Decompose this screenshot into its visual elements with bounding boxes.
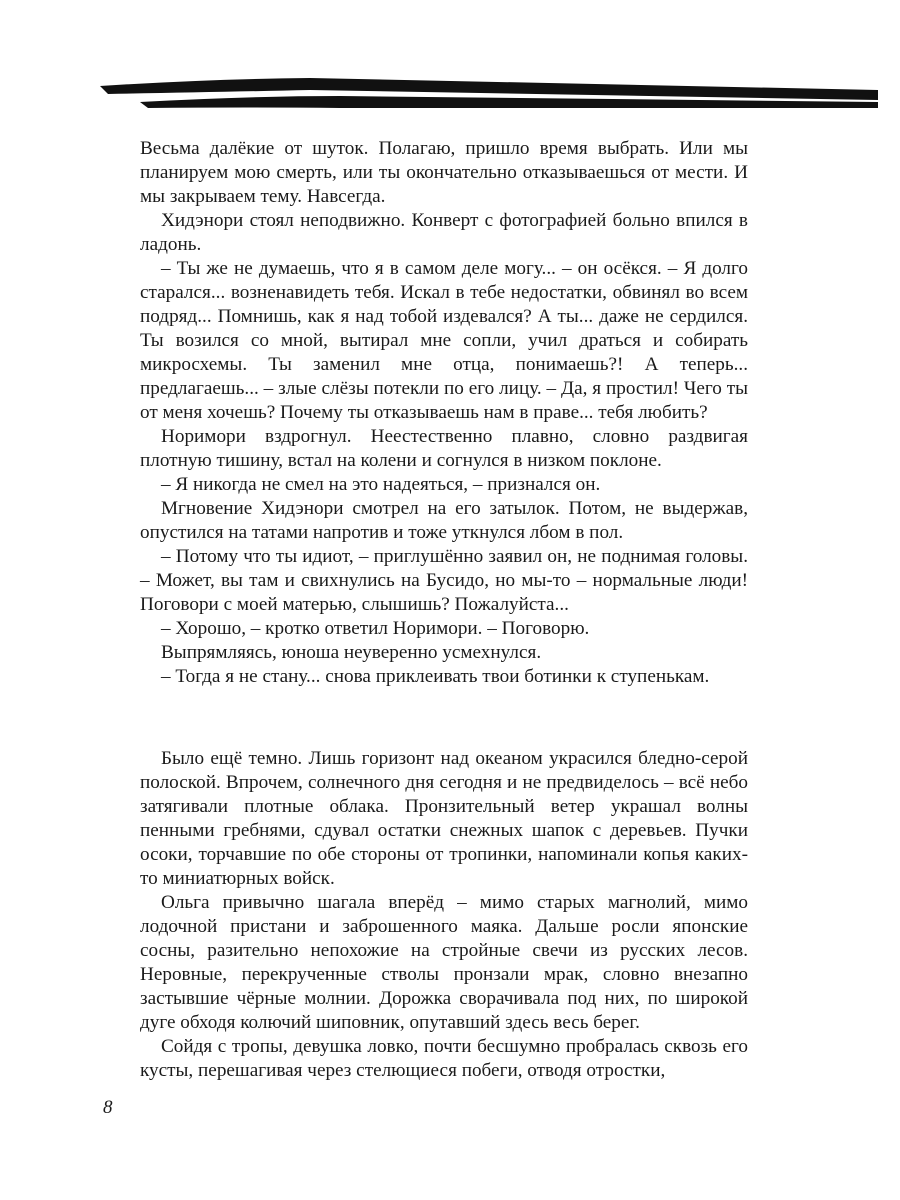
paragraph: Было ещё темно. Лишь горизонт над океаном украсился бледно-серой полоской. Впрочем, солнечного дня сегодня и не предвиделось – всё небо затягивали плотные облака. Пронзительный ветер украшал волны пенными гребнями, сдувал остатки снежных шапок с деревьев. Пучки осоки, торчавшие по обе стороны от тропинки, напоминали копья каких-то миниатюрных войск. bbox=[140, 748, 748, 889]
body-text-section-2 bbox=[140, 747, 748, 1083]
body-text-section-1 bbox=[140, 137, 748, 689]
paragraph: – Я никогда не смел на это надеяться, – признался он. bbox=[161, 474, 601, 495]
page-number: 8 bbox=[103, 1097, 113, 1118]
paragraph: – Потому что ты идиот, – приглушённо заявил он, не поднимая головы. – Может, вы там и свихнулись на Бусидо, но мы-то – нормальные люди! Поговори с моей матерью, слышишь? Пожалуйста... bbox=[140, 546, 748, 615]
swoosh-upper-stripe bbox=[100, 78, 878, 100]
paragraph: Сойдя с тропы, девушка ловко, почти бесшумно пробралась сквозь его кусты, перешагивая через стелющиеся побеги, отводя отростки, bbox=[140, 1036, 748, 1081]
paragraph: – Ты же не думаешь, что я в самом деле могу... – он осёкся. – Я долго старался... возненавидеть тебя. Искал в тебе недостатки, обвинял во всем подряд... Помнишь, как я над тобой издевался? А ты... даже не сердился. Ты возился со мной, вытирал мне сопли, учил драться и собирать микросхемы. Ты заменил мне отца, понимаешь?! А теперь... предлагаешь... – злые слёзы потекли по его лицу. – Да, я простил! Чего ты от меня хочешь? Почему ты отказываешь нам в праве... тебя любить? bbox=[140, 258, 748, 423]
paragraph: Выпрямляясь, юноша неуверенно усмехнулся. bbox=[161, 642, 542, 663]
paragraph: Норимори вздрогнул. Неестественно плавно, словно раздвигая плотную тишину, встал на колени и согнулся в низком поклоне. bbox=[140, 426, 748, 471]
paragraph: Весьма далёкие от шуток. Полагаю, пришло время выбрать. Или мы планируем мою смерть, или ты окончательно отказываешься от мести. И мы закрываем тему. Навсегда. bbox=[140, 138, 748, 207]
paragraph: – Хорошо, – кротко ответил Норимори. – Поговорю. bbox=[161, 618, 590, 639]
paragraph: Ольга привычно шагала вперёд – мимо старых магнолий, мимо лодочной пристани и заброшенного маяка. Дальше росли японские сосны, разительно непохожие на стройные свечи из русских лесов. Неровные, перекрученные стволы пронзали мрак, словно внезапно застывшие чёрные молнии. Дорожка сворачивала под них, по широкой дуге обходя колючий шиповник, опутавший здесь весь берег. bbox=[140, 892, 748, 1033]
paragraph: Мгновение Хидэнори смотрел на его затылок. Потом, не выдержав, опустился на татами напротив и тоже уткнулся лбом в пол. bbox=[140, 498, 748, 543]
header-swoosh-ornament bbox=[100, 76, 878, 114]
paragraph: – Тогда я не стану... снова приклеивать твои ботинки к ступенькам. bbox=[161, 666, 710, 687]
paragraph: Хидэнори стоял неподвижно. Конверт с фотографией больно впился в ладонь. bbox=[140, 210, 748, 255]
